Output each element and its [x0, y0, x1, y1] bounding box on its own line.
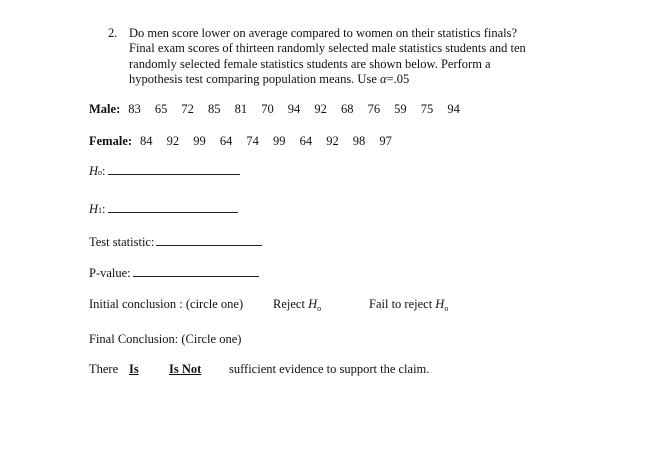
- h0-symbol: H: [89, 164, 99, 178]
- h0-answer-blank[interactable]: [108, 173, 240, 175]
- fail-text: Fail to reject: [369, 297, 433, 311]
- reject-h-sub: o: [317, 304, 322, 313]
- male-score: 83: [128, 102, 141, 116]
- female-score: 84: [140, 134, 153, 148]
- is-not-option[interactable]: Is Not: [169, 362, 202, 376]
- male-score: 81: [234, 102, 248, 116]
- alternative-hypothesis: [89, 202, 238, 217]
- female-score: 92: [166, 134, 180, 148]
- male-score: 70: [261, 102, 274, 116]
- male-scores-row: [89, 102, 474, 117]
- h1-answer-blank[interactable]: [108, 211, 238, 213]
- male-score: 65: [154, 102, 168, 116]
- h1-symbol: H: [89, 202, 99, 216]
- male-score: 85: [208, 102, 221, 116]
- male-label: Male:: [89, 102, 121, 116]
- fail-h-sub: o: [444, 304, 449, 313]
- question-text: [129, 26, 569, 87]
- question-number: 2.: [108, 26, 118, 40]
- question-line-1: Do men score lower on average compared to women on their statistics finals?: [129, 26, 518, 40]
- question-line-3: randomly selected female statistics students are shown below. Perform a: [129, 56, 491, 71]
- question-line-2: Final exam scores of thirteen randomly selected male statistics students and ten: [129, 41, 526, 56]
- question-line-4-text: hypothesis test comparing population means. Use: [129, 71, 381, 86]
- female-score: 97: [379, 134, 392, 148]
- is-option[interactable]: Is: [129, 362, 139, 376]
- male-score: 72: [181, 102, 194, 116]
- reject-h-symbol: H: [308, 297, 318, 311]
- test-statistic-row: [89, 235, 262, 250]
- male-score: 94: [287, 102, 301, 116]
- male-score: 75: [420, 102, 434, 116]
- final-conclusion-label: Final Conclusion: (Circle one): [89, 332, 242, 346]
- initial-conclusion-label: Initial conclusion : (circle one): [89, 297, 244, 311]
- female-label: Female:: [89, 134, 133, 148]
- final-statement-prefix: There: [89, 362, 119, 376]
- male-score: 92: [314, 102, 327, 116]
- null-hypothesis: [89, 164, 240, 179]
- female-score: 64: [299, 134, 313, 148]
- question-line-4: [129, 72, 569, 87]
- female-score: 99: [273, 134, 286, 148]
- p-value-label: P-value:: [89, 266, 131, 280]
- male-scores: [128, 102, 474, 117]
- h0-colon: :: [102, 164, 106, 178]
- female-score: 98: [352, 134, 366, 148]
- test-statistic-label: Test statistic:: [89, 235, 155, 249]
- final-statement-suffix: sufficient evidence to support the claim.: [229, 362, 430, 376]
- male-score: 94: [447, 102, 460, 116]
- female-score: 64: [219, 134, 233, 148]
- female-scores: [140, 134, 406, 149]
- p-value-row: [89, 266, 259, 281]
- fail-h-symbol: H: [435, 297, 445, 311]
- fail-to-reject-option[interactable]: [369, 297, 448, 313]
- female-scores-row: [89, 134, 406, 149]
- male-score: 68: [340, 102, 354, 116]
- female-score: 99: [193, 134, 206, 148]
- h0-subscript: o: [98, 168, 103, 177]
- male-score: 59: [394, 102, 407, 116]
- test-statistic-blank[interactable]: [156, 244, 262, 246]
- p-value-blank[interactable]: [133, 275, 259, 277]
- h1-colon: :: [102, 202, 106, 216]
- initial-conclusion-row: [89, 297, 243, 312]
- alpha-symbol: α: [380, 71, 387, 86]
- alpha-value: =.05: [386, 71, 410, 86]
- female-score: 92: [326, 134, 339, 148]
- male-score: 76: [367, 102, 381, 116]
- h1-subscript: 1: [98, 206, 103, 215]
- reject-text: Reject: [273, 297, 305, 311]
- reject-option[interactable]: [273, 297, 321, 313]
- female-score: 74: [246, 134, 259, 148]
